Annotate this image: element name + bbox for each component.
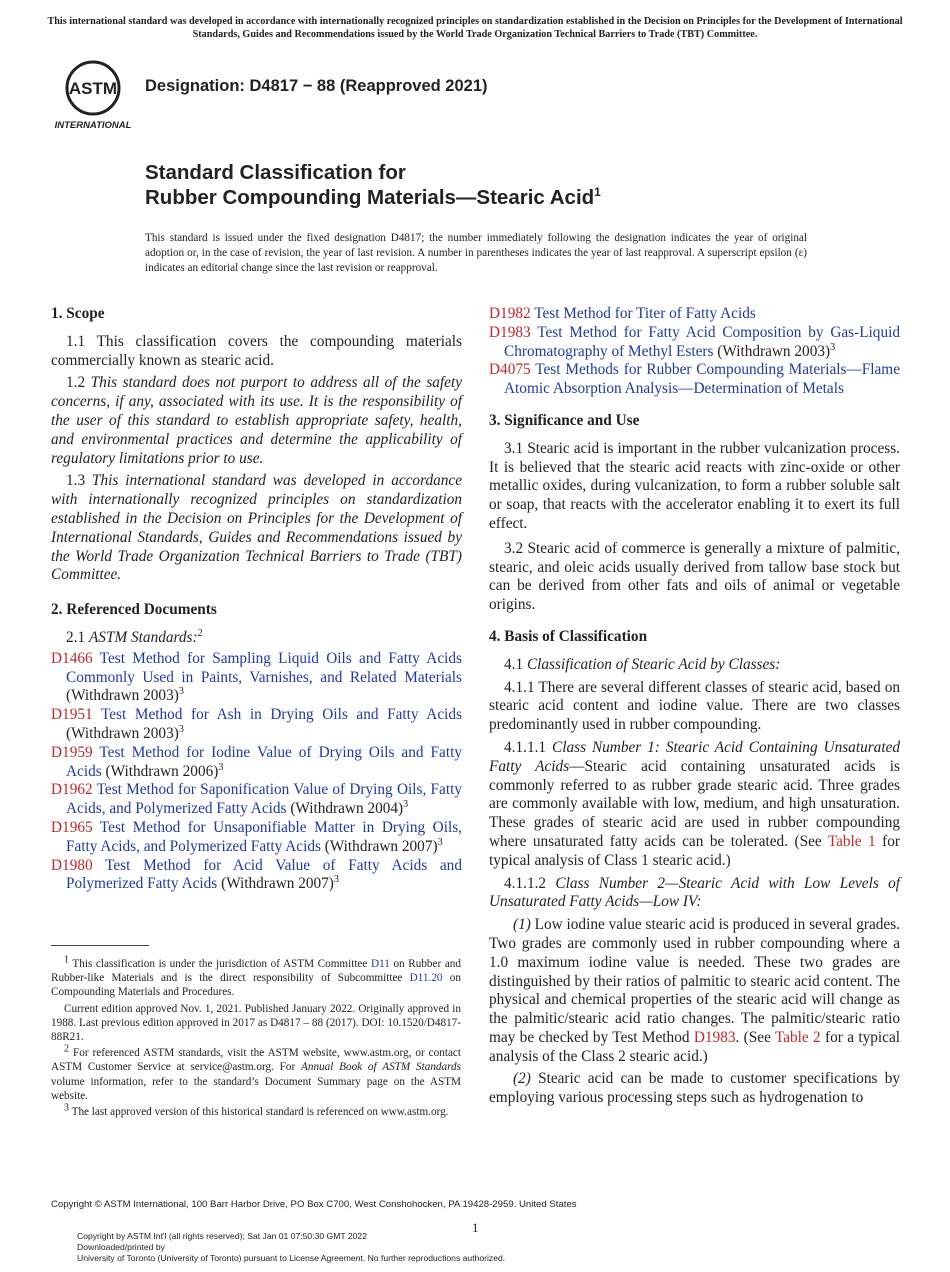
reference-item[interactable]: D1980 Test Method for Acid Value of Fatty Acids and Polymerized Fatty Acids (Withdrawn 2007)$^3$: [51, 856, 462, 893]
reference-item[interactable]: D4075 Test Methods for Rubber Compounding Materials—Flame Atomic Absorption Analysis—Determination of Metals: [489, 361, 900, 398]
reference-item[interactable]: D1982 Test Method for Titer of Fatty Acids: [489, 305, 756, 322]
reference-item[interactable]: D1466 Test Method for Sampling Liquid Oils and Fatty Acids Commonly Used in Paints, Varnishes, and Related Materials (Withdrawn 2003)$^3$: [51, 649, 462, 705]
section-heading-referenced: 2. Referenced Documents: [51, 601, 217, 619]
designation: Designation: D4817 − 88 (Reapproved 2021): [145, 77, 488, 95]
right-column: [489, 305, 900, 1112]
significance-para-3-1: 3.1 Stearic acid is important in the rubber vulcanization process. It is believed that the stearic acid reacts with zinc-oxide or other metallic oxides, during vulcanization, to form a rubber soluble salt or soap, that reacts with the accelerator enabling it to exert its full effect.: [489, 439, 900, 532]
astm-logo: [52, 56, 134, 132]
copyright-line: Copyright © ASTM International, 100 Barr Harbor Drive, PO Box C700, West Conshohocken, PA 19428-2959. United States: [51, 1199, 577, 1210]
basis-para-4-1-1-1: 4.1.1.1 Class Number 1: Stearic Acid Containing Unsaturated Fatty Acids—Stearic acid containing unsaturated acids is commonly referred to as rubber grade stearic acid. Three grades are commonly available with low, medium, and high unsaturation. These grades of stearic acid are used in rubber compounding where unsaturated fatty acids can be tolerated. (See Table 1 for typical analysis of Class 1 stearic acid.): [489, 738, 901, 869]
basis-item-1: (1) Low iodine value stearic acid is produced in several grades. Two grades are commonly used in rubber compounding where a 1.0 maximum iodine value is needed. These two grades are distinguished by their ratios of palmitic to stearic acid content. The physical and chemical properties of the stearic acid will change as the palmitic/stearic acid ratio changes. The palmitic/stearic ratio may be checked by Test Method D1983. (See Table 2 for a typical analysis of the Class 2 stearic acid.): [489, 916, 900, 1065]
subcommittee-d11-20-link[interactable]: D11.20: [409, 972, 443, 985]
reference-item[interactable]: D1965 Test Method for Unsaponifiable Matter in Drying Oils, Fatty Acids, and Polymerized Fatty Acids (Withdrawn 2007)$^3$: [51, 818, 462, 855]
footnotes: [51, 954, 461, 1121]
issue-note: This standard is issued under the fixed designation D4817; the number immediately following the designation indicates the year of original adoption or, in the case of revision, the year of last revision. A number in parentheses indicates the year of last reapproval. A superscript epsilon (ε) indicates an editorial change since the last revision or reapproval.: [145, 232, 807, 274]
table-2-link[interactable]: Table 2: [774, 1028, 821, 1046]
significance-para-3-2: 3.2 Stearic acid of commerce is generally a mixture of palmitic, stearic, and oleic acids usually derived from tallow base stock but can be derived from other fats and oils of animal or vegetable origins.: [489, 539, 900, 614]
scope-para-1-1: 1.1 This classification covers the compounding materials commercially known as stearic acid.: [51, 332, 462, 369]
reference-item[interactable]: D1962 Test Method for Saponification Value of Drying Oils, Fatty Acids, and Polymerized Fatty Acids (Withdrawn 2004)$^3$: [51, 781, 462, 818]
basis-para-4-1-1: 4.1.1 There are several different classes of stearic acid, based on stearic acid content and iodine value. There are two classes predominantly used in rubber compounding.: [489, 678, 900, 734]
standards-notice: This international standard was developed in accordance with internationally recognized principles on standardization established in the Decision on Principles for the Development of International Standards, Guides and Recommendations issued by the World Trade Organization Technical Barriers to Trade (TBT) Committee.: [47, 16, 903, 40]
basis-item-2: (2) Stearic acid can be made to customer specifications by employing various processing steps such as hydrogenation to: [489, 1070, 900, 1107]
reference-item[interactable]: D1951 Test Method for Ash in Drying Oils and Fatty Acids (Withdrawn 2003)$^3$: [51, 706, 462, 742]
footnote-2: $^2$ For referenced ASTM standards, visit the ASTM website, www.astm.org, or contact ASTM Customer Service at service@astm.org. For Annual Book of ASTM Standards volume information, refer to the standard’s Document Summary page on the ASTM website.: [51, 1043, 461, 1102]
download-stamp: Copyright by ASTM Int'l (all rights reserved); Sat Jan 01 07:50:30 GMT 2022 Downloaded/printed by University of Toronto (University of Toronto) pursuant to License Agreement. No further reproductions authorized.: [77, 1231, 506, 1263]
section-heading-basis: 4. Basis of Classification: [489, 627, 648, 645]
committee-d11-link[interactable]: D11: [370, 958, 390, 970]
title-line-1: Standard Classification for: [145, 161, 406, 184]
reference-item[interactable]: D1959 Test Method for Iodine Value of Drying Oils and Fatty Acids (Withdrawn 2006)$^3$: [51, 743, 462, 780]
footnote-edition: Current edition approved Nov. 1, 2021. Published January 2022. Originally approved in 1988. Last previous edition approved in 2017 as D4817 – 88 (2017). DOI: 10.1520/D4817-88R21.: [51, 1002, 461, 1044]
svg-text:ASTM: ASTM: [68, 79, 118, 98]
d1983-link[interactable]: D1983: [693, 1028, 736, 1046]
left-column: [51, 305, 462, 894]
title-line-2: Rubber Compounding Materials—Stearic Acid$^1$: [145, 185, 601, 209]
document-title: [145, 160, 601, 210]
basis-para-4-1-1-2: 4.1.1.2 Class Number 2—Stearic Acid with Low Levels of Unsaturated Fatty Acids—Low IV:: [489, 874, 900, 911]
reference-item[interactable]: D1983 Test Method for Fatty Acid Composition by Gas-Liquid Chromatography of Methyl Esters (Withdrawn 2003)$^3$: [489, 323, 900, 360]
footnote-divider: [51, 945, 149, 946]
section-heading-significance: 3. Significance and Use: [489, 411, 640, 429]
footnote-1: $^1$ This classification is under the jurisdiction of ASTM Committee D11 on Rubber and Rubber-like Materials and is the direct responsibility of Subcommittee D11.20 on Compounding Materials and Procedures.: [51, 954, 461, 999]
scope-para-1-2: 1.2 This standard does not purport to address all of the safety concerns, if any, associated with its use. It is the responsibility of the user of this standard to establish appropriate safety, health, and environmental practices and determine the applicability of regulatory limitations prior to use.: [51, 374, 462, 467]
section-heading-scope: 1. Scope: [51, 305, 105, 322]
scope-para-1-3: 1.3 This international standard was developed in accordance with internationally recognized principles on standardization established in the Decision on Principles for the Development of International Standards, Guides and Recommendations issued by the World Trade Organization Technical Barriers to Trade (TBT) Committee.: [51, 472, 462, 584]
astm-standards-label: 2.1 ASTM Standards:$^2$: [66, 627, 203, 646]
basis-para-4-1: 4.1 Classification of Stearic Acid by Classes:: [504, 655, 781, 673]
svg-text:INTERNATIONAL: INTERNATIONAL: [54, 120, 132, 131]
footnote-3: $^3$ The last approved version of this historical standard is referenced on www.astm.org.: [64, 1102, 449, 1119]
title-footnote-ref[interactable]: 1: [594, 185, 601, 200]
table-1-link[interactable]: Table 1: [827, 832, 876, 850]
page-number: 1: [472, 1220, 479, 1235]
